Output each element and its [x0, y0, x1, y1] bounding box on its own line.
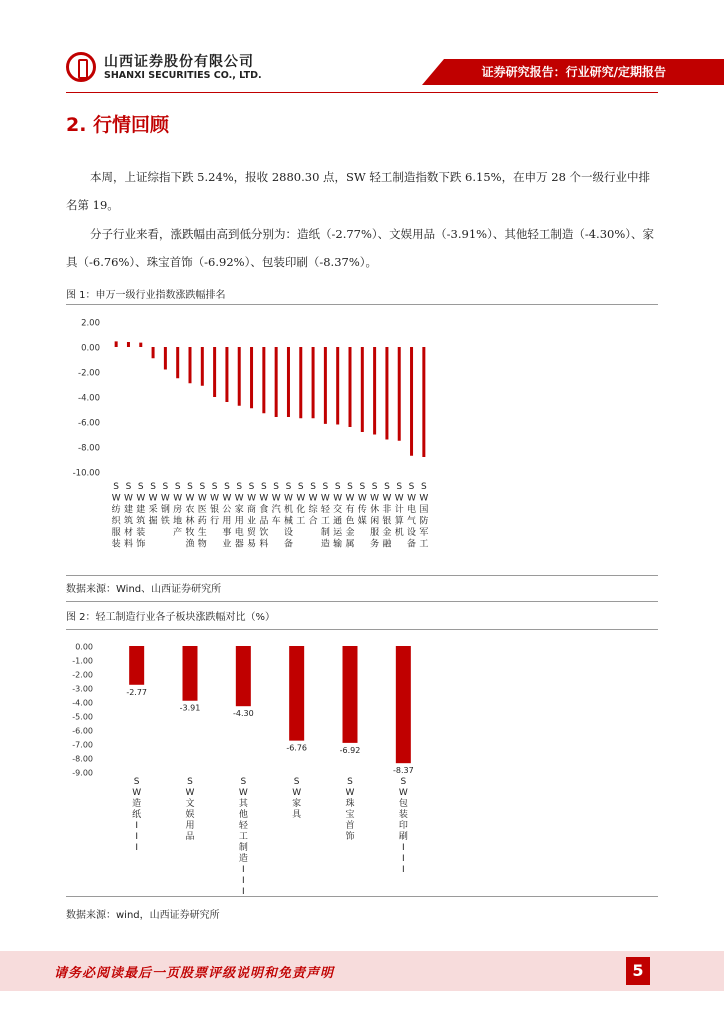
- x-tick-label: S W 农林牧渔: [185, 482, 195, 550]
- y-tick-label: -1.00: [72, 656, 93, 666]
- y-tick-label: 0.00: [75, 642, 93, 652]
- paragraph-market-summary: 本周，上证综指下跌 5.24%，报收 2880.30 点，SW 轻工制造指数下跌 6.15%，在申万 28 个一级行业中排名第 19。: [66, 170, 651, 212]
- x-tick-label: S W 国防军工: [419, 482, 429, 550]
- y-tick-label: -8.00: [78, 443, 100, 454]
- x-tick-label: S W 化工: [296, 482, 306, 527]
- bar: [176, 347, 179, 378]
- y-tick-label: -5.00: [72, 712, 93, 722]
- y-tick-label: -6.00: [72, 726, 93, 736]
- x-tick-label: S W 机械设备: [283, 482, 293, 550]
- figure2-mid-rule: [66, 629, 658, 630]
- figure2-caption: 图 2：轻工制造行业各子板块涨跌幅对比（%）: [66, 612, 276, 623]
- x-tick-label: S W 珠宝首饰: [345, 777, 355, 842]
- x-tick-label: S W 医药生物: [197, 482, 207, 550]
- x-tick-label: S W 非银金融: [382, 482, 392, 550]
- footer-disclaimer: 请务必阅读最后一页股票评级说明和免责声明: [54, 966, 335, 981]
- x-tick-label: S W 电气设备: [407, 482, 417, 550]
- figure1-caption: 图 1：申万一级行业指数涨跌幅排名: [66, 290, 226, 301]
- bar: [289, 646, 304, 741]
- company-logo-icon: [66, 52, 96, 82]
- x-tick-label: S W 钢铁: [160, 482, 170, 527]
- bar: [238, 347, 241, 406]
- bar: [361, 347, 364, 432]
- x-tick-label: S W 食品饮料: [259, 482, 269, 550]
- data-label: -8.37: [392, 766, 414, 776]
- x-tick-label: S W 建筑材料: [123, 482, 133, 550]
- company-name-en: SHANXI SECURITIES CO., LTD.: [104, 70, 262, 81]
- bar: [201, 347, 204, 386]
- x-tick-label: S W 汽车: [271, 482, 281, 527]
- bar: [275, 347, 278, 417]
- section-title: 2. 行情回顾: [66, 114, 170, 136]
- y-tick-label: -4.00: [72, 698, 93, 708]
- page-number: 5: [626, 957, 650, 985]
- x-tick-label: S W 采掘: [148, 482, 158, 527]
- bar: [262, 347, 265, 413]
- x-tick-label: S W 建筑装饰: [136, 482, 146, 550]
- figure1-top-rule: [66, 304, 658, 305]
- bar: [385, 347, 388, 440]
- company-name-cn: 山西证券股份有限公司: [104, 54, 254, 70]
- bar: [127, 342, 130, 347]
- header-divider: [66, 92, 658, 93]
- bar: [287, 347, 290, 417]
- x-tick-label: S W 交通运输: [333, 482, 343, 550]
- bar: [129, 646, 144, 685]
- bar: [164, 347, 167, 370]
- x-tick-label: S W 综合: [308, 482, 318, 527]
- y-tick-label: -8.00: [72, 754, 93, 764]
- subsector-comparison-chart: [66, 636, 658, 894]
- bar: [236, 646, 251, 706]
- bar: [336, 347, 339, 425]
- bar: [343, 646, 358, 743]
- bar: [324, 347, 327, 424]
- bar: [373, 347, 376, 435]
- x-tick-label: S W 计算机: [394, 482, 404, 538]
- x-tick-label: S W 其他轻工制造 I I I: [238, 777, 248, 894]
- bar: [225, 347, 228, 402]
- bar: [152, 347, 155, 358]
- figure2-top-rule: [66, 601, 658, 602]
- figure2-source: 数据来源：wind，山西证券研究所: [66, 910, 220, 921]
- report-type: 证券研究报告：行业研究/定期报告: [481, 65, 666, 79]
- data-label: -6.76: [286, 743, 308, 753]
- bar: [349, 347, 352, 427]
- bar: [312, 347, 315, 418]
- bar: [422, 347, 425, 457]
- x-tick-label: S W 家用电器: [234, 482, 244, 550]
- x-tick-label: S W 休闲服务: [370, 482, 380, 550]
- bar: [139, 343, 142, 347]
- bar: [250, 347, 253, 408]
- industry-ranking-chart: [66, 310, 658, 572]
- data-label: -6.92: [339, 745, 361, 755]
- y-tick-label: -7.00: [72, 740, 93, 750]
- figure1-bottom-rule: [66, 575, 658, 576]
- y-tick-label: -2.00: [78, 368, 100, 379]
- bar: [189, 347, 192, 383]
- y-tick-label: -10.00: [72, 468, 100, 479]
- x-tick-label: S W 房地产: [173, 482, 183, 538]
- figure2-bottom-rule: [66, 896, 658, 897]
- y-tick-label: -2.00: [72, 670, 93, 680]
- x-tick-label: S W 有色金属: [345, 482, 355, 550]
- x-tick-label: S W 造纸 I I I: [132, 777, 142, 853]
- x-tick-label: S W 包装印刷 I I I: [398, 777, 408, 875]
- y-tick-label: -3.00: [72, 684, 93, 694]
- x-tick-label: S W 家具: [292, 777, 302, 820]
- bar: [398, 347, 401, 441]
- data-label: -3.91: [179, 703, 201, 713]
- data-label: -4.30: [232, 709, 254, 719]
- x-tick-label: S W 轻工制造: [320, 482, 330, 550]
- y-tick-label: 2.00: [81, 318, 100, 329]
- bar: [183, 646, 198, 701]
- y-tick-label: -6.00: [78, 418, 100, 429]
- bar: [115, 341, 118, 347]
- data-label: -2.77: [126, 687, 148, 697]
- bar: [396, 646, 411, 763]
- y-tick-label: -9.00: [72, 768, 93, 778]
- x-tick-label: S W 传媒: [357, 482, 367, 527]
- x-tick-label: S W 公用事业: [222, 482, 232, 550]
- paragraph-subsector-summary: 分子行业来看，涨跌幅由高到低分别为：造纸（-2.77%）、文娱用品（-3.91%）、其他轻工制造（-4.30%）、家具（-6.76%）、珠宝首饰（-6.92%）、包装印刷（-8.37%）。: [66, 227, 655, 269]
- y-tick-label: -4.00: [78, 393, 100, 404]
- x-tick-label: S W 商业贸易: [247, 482, 257, 550]
- bar: [410, 347, 413, 456]
- x-tick-label: S W 纺织服装: [111, 482, 121, 550]
- bar: [299, 347, 302, 418]
- bar: [213, 347, 216, 397]
- x-tick-label: S W 银行: [210, 482, 220, 527]
- y-tick-label: 0.00: [81, 343, 100, 354]
- x-tick-label: S W 文娱用品: [185, 777, 195, 842]
- figure1-source: 数据来源：Wind、山西证券研究所: [66, 584, 222, 595]
